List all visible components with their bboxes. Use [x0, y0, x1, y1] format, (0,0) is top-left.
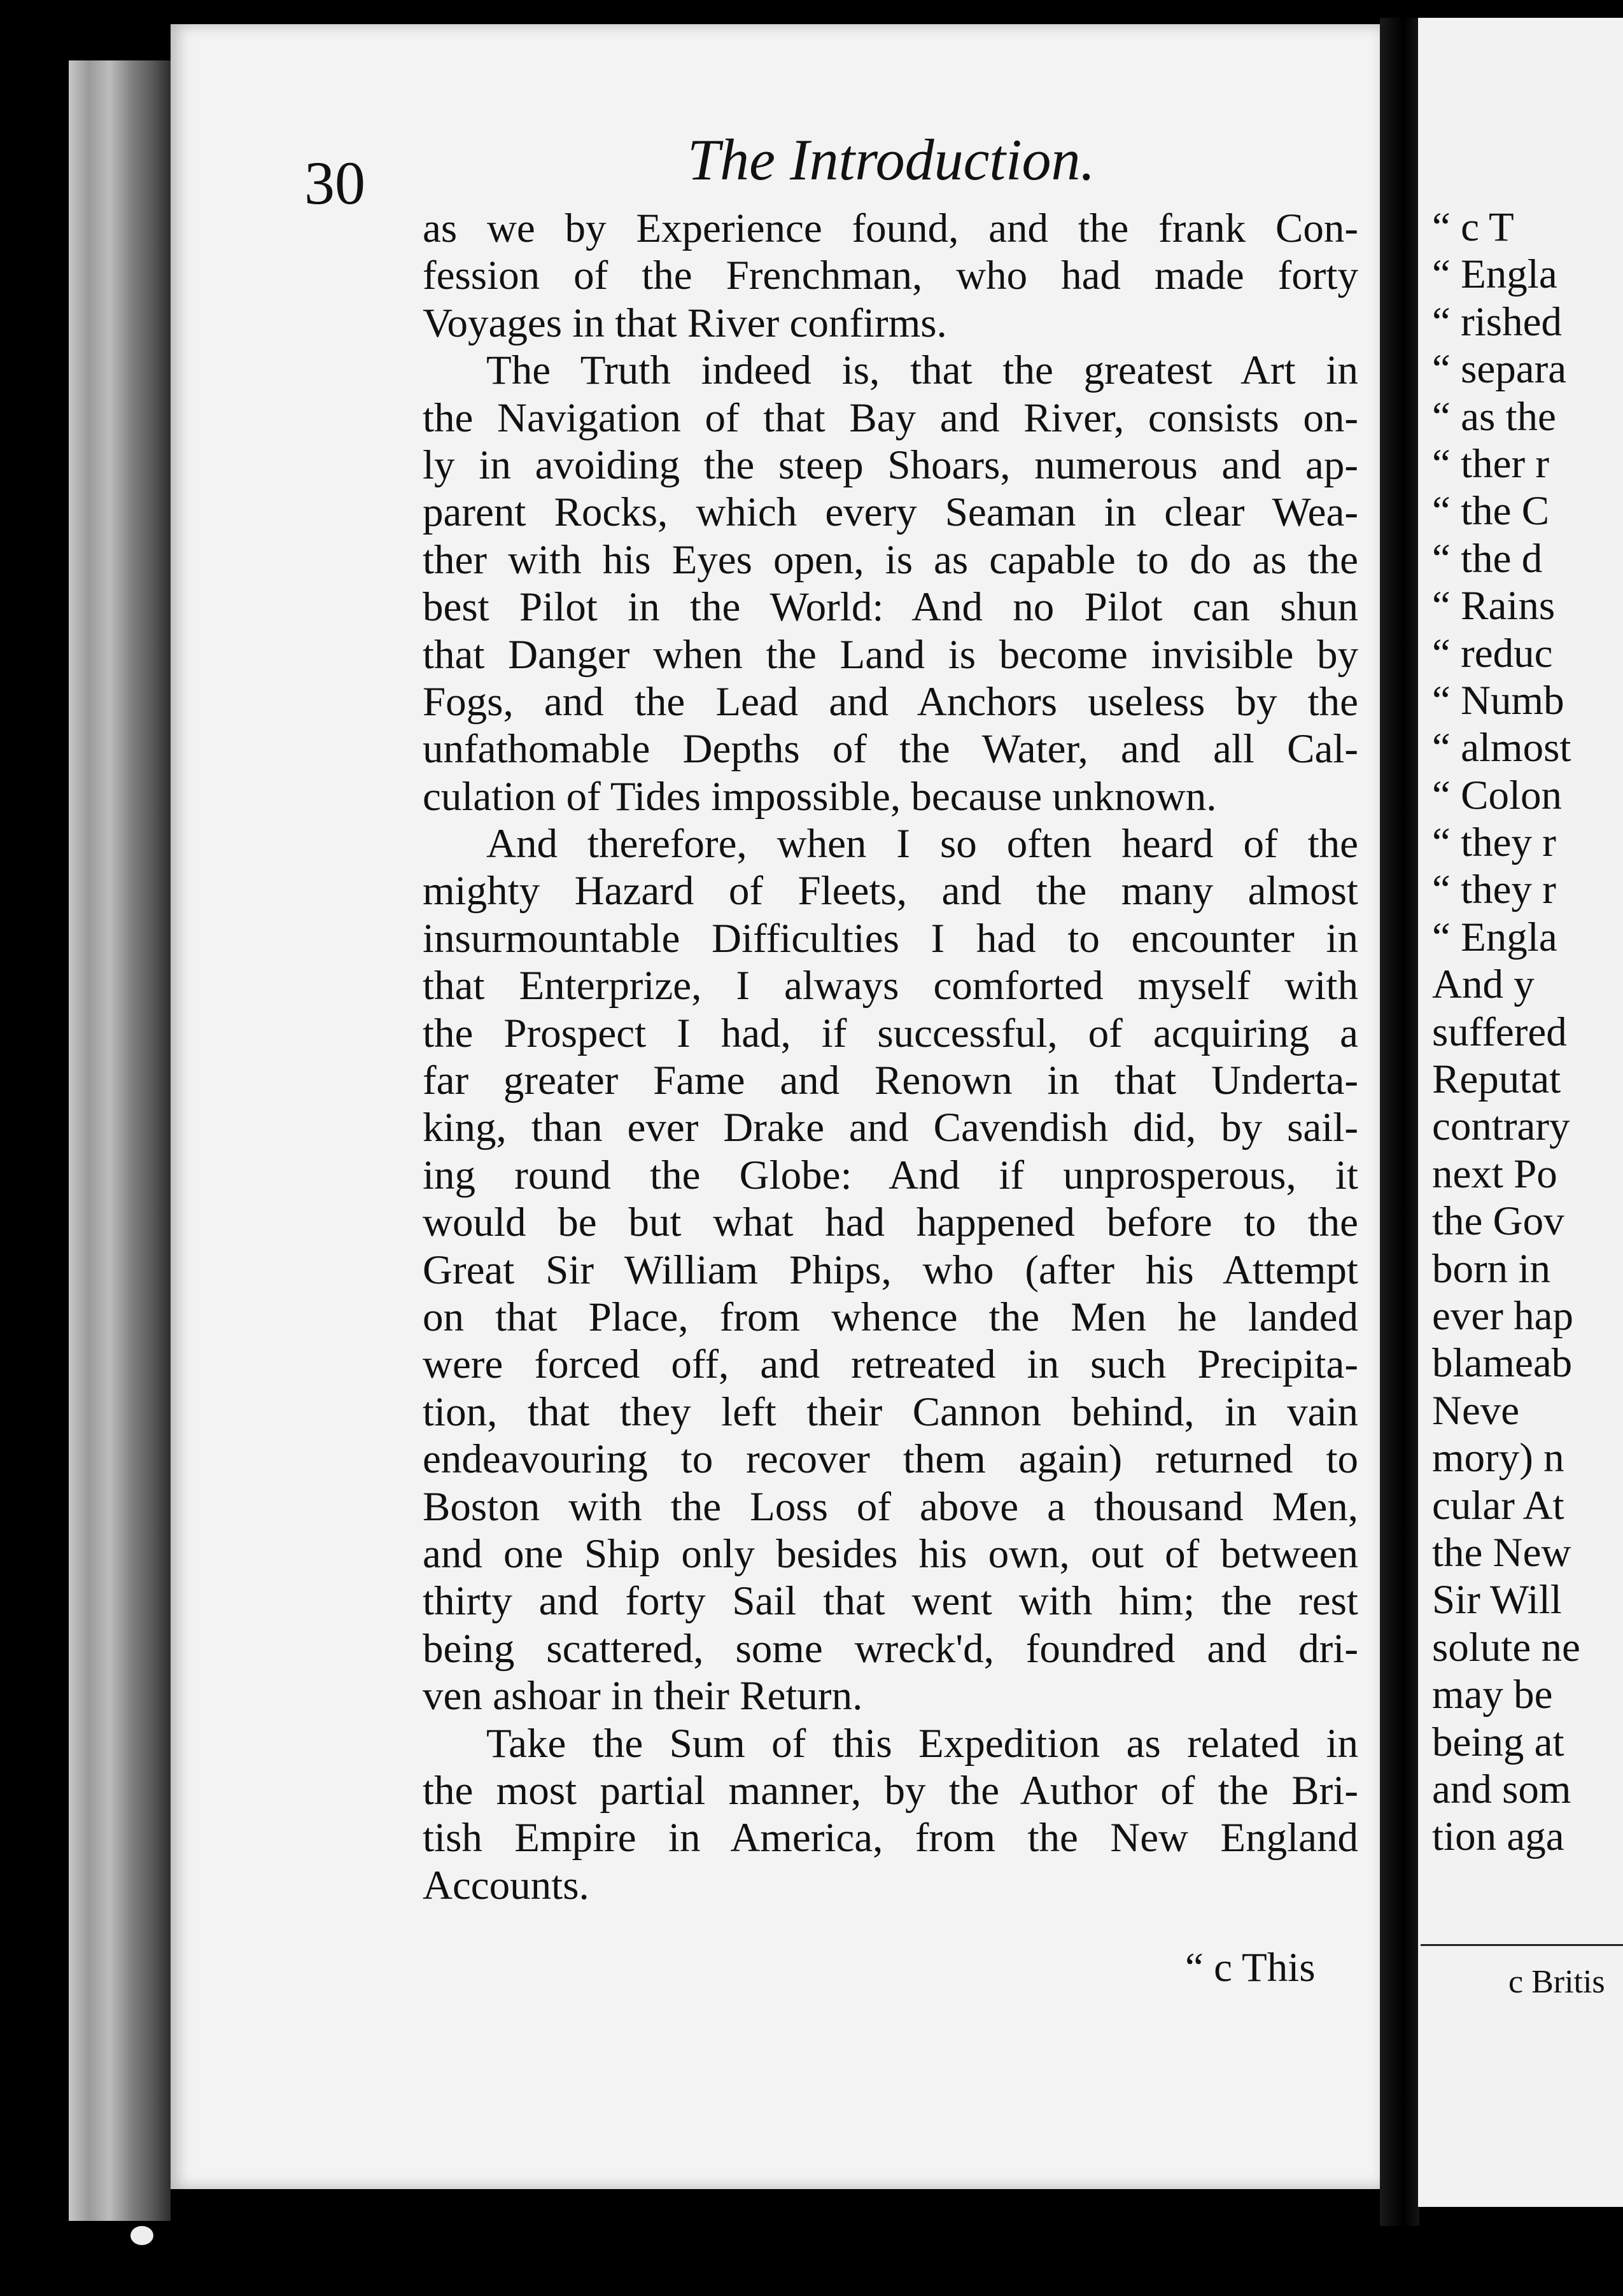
text-line: ing round the Globe: And if unprosperous, it [423, 1152, 1358, 1198]
book-gutter [1380, 18, 1419, 2226]
text-line: And therefore, when I so often heard of the [486, 821, 1358, 867]
text-line: would be but what had happened before to the [423, 1200, 1358, 1246]
text-line: the Prospect I had, if successful, of acquiring a [423, 1010, 1358, 1056]
text-line: ther with his Eyes open, is as capable to do as the [423, 536, 1358, 583]
text-line: Take the Sum of this Expedition as related in [486, 1720, 1358, 1767]
text-line: unfathomable Depths of the Water, and all Cal- [423, 726, 1358, 773]
catchword: “ c This [1185, 1945, 1316, 1991]
text-line: and one Ship only besides his own, out of between [423, 1530, 1358, 1577]
facing-text-line: suffered [1432, 1009, 1567, 1055]
facing-text-line: “ Numb [1432, 677, 1564, 724]
facing-text-line: contrary [1432, 1103, 1570, 1150]
text-line: were forced off, and retreated in such Precipita- [423, 1341, 1358, 1388]
text-line: that Enterprize, I always comforted myself with [423, 963, 1358, 1009]
facing-text-line: “ ther r [1432, 440, 1550, 487]
book-fore-edge [69, 60, 171, 2221]
text-line: thirty and forty Sail that went with him; the rest [423, 1578, 1358, 1625]
text-line: parent Rocks, which every Seaman in clear Wea- [423, 489, 1358, 536]
text-line: mighty Hazard of Fleets, and the many almost [423, 868, 1358, 914]
facing-text-line: “ they r [1432, 820, 1556, 866]
facing-text-line: “ Engla [1432, 914, 1557, 960]
facing-text-line: mory) n [1432, 1435, 1564, 1481]
scan-speck [130, 2226, 153, 2245]
facing-text-line: “ rished [1432, 298, 1562, 345]
facing-text-line: solute ne [1432, 1624, 1580, 1670]
text-line: Great Sir William Phips, who (after his Attempt [423, 1247, 1358, 1293]
text-line: ven ashoar in their Return. [423, 1673, 863, 1719]
facing-text-line: “ separa [1432, 346, 1567, 393]
text-line: endeavouring to recover them again) returned to [423, 1436, 1358, 1483]
text-line: Voyages in that River confirms. [423, 300, 947, 346]
text-line: tion, that they left their Cannon behind, in vain [423, 1389, 1358, 1435]
facing-text-line: Reputat [1432, 1056, 1561, 1103]
text-line: as we by Experience found, and the frank Con- [423, 206, 1358, 251]
facing-text-line: the Gov [1432, 1198, 1564, 1245]
text-line: fession of the Frenchman, who had made forty [423, 253, 1358, 299]
facing-text-line: “ Engla [1432, 251, 1557, 298]
facing-page-text [1432, 204, 1623, 1861]
text-line: on that Place, from whence the Men he landed [423, 1294, 1358, 1340]
facing-text-line: “ as the [1432, 393, 1556, 440]
text-line: The Truth indeed is, that the greatest Art in [486, 347, 1358, 394]
facing-text-line: cular At [1432, 1482, 1564, 1529]
facing-text-line: Neve [1432, 1387, 1520, 1434]
facing-text-line: blameab [1432, 1340, 1573, 1387]
text-line: ly in avoiding the steep Shoars, numerous and ap- [423, 442, 1358, 488]
facing-text-line: ever hap [1432, 1292, 1573, 1339]
facing-text-line: And y [1432, 962, 1535, 1008]
text-line: culation of Tides impossible, because unknown. [423, 773, 1217, 820]
facing-text-line: being at [1432, 1719, 1564, 1765]
facing-text-line: “ the d [1432, 535, 1543, 582]
facing-text-line: next Po [1432, 1151, 1557, 1197]
page-number: 30 [304, 149, 365, 217]
text-line: tish Empire in America, from the New England [423, 1815, 1358, 1861]
text-line: Accounts. [423, 1862, 589, 1908]
footnote: c Britis [1508, 1964, 1605, 2000]
facing-text-line: “ Rains [1432, 583, 1556, 629]
text-line: insurmountable Difficulties I had to encounter in [423, 915, 1358, 962]
text-line: Boston with the Loss of above a thousand Men, [423, 1483, 1358, 1530]
body-text [423, 205, 1358, 1909]
text-line: king, than ever Drake and Cavendish did, by sail- [423, 1105, 1358, 1151]
facing-text-line: “ almost [1432, 725, 1571, 771]
facing-text-line: born in [1432, 1245, 1550, 1292]
text-line: that Danger when the Land is become invisible by [423, 631, 1358, 678]
facing-text-line: may be [1432, 1672, 1553, 1718]
facing-text-line: “ reduc [1432, 630, 1553, 676]
facing-text-line: “ c T [1432, 204, 1514, 250]
facing-text-line: tion aga [1432, 1814, 1564, 1860]
text-line: the Navigation of that Bay and River, consists on- [423, 395, 1358, 441]
text-line: Fogs, and the Lead and Anchors useless by the [423, 678, 1358, 725]
facing-text-line: the New [1432, 1529, 1571, 1576]
running-head: The Introduction. [687, 127, 1095, 192]
facing-text-line: “ Colon [1432, 772, 1563, 818]
facing-text-line: “ the C [1432, 488, 1550, 535]
text-line: best Pilot in the World: And no Pilot can shun [423, 584, 1358, 631]
facing-text-line: Sir Will [1432, 1577, 1562, 1623]
text-line: being scattered, some wreck'd, foundred and dri- [423, 1625, 1358, 1672]
text-line: far greater Fame and Renown in that Underta- [423, 1058, 1358, 1104]
footnote-rule [1421, 1944, 1623, 1946]
facing-text-line: “ they r [1432, 867, 1556, 913]
facing-text-line: and som [1432, 1766, 1571, 1812]
text-line: the most partial manner, by the Author of the Bri- [423, 1767, 1358, 1814]
